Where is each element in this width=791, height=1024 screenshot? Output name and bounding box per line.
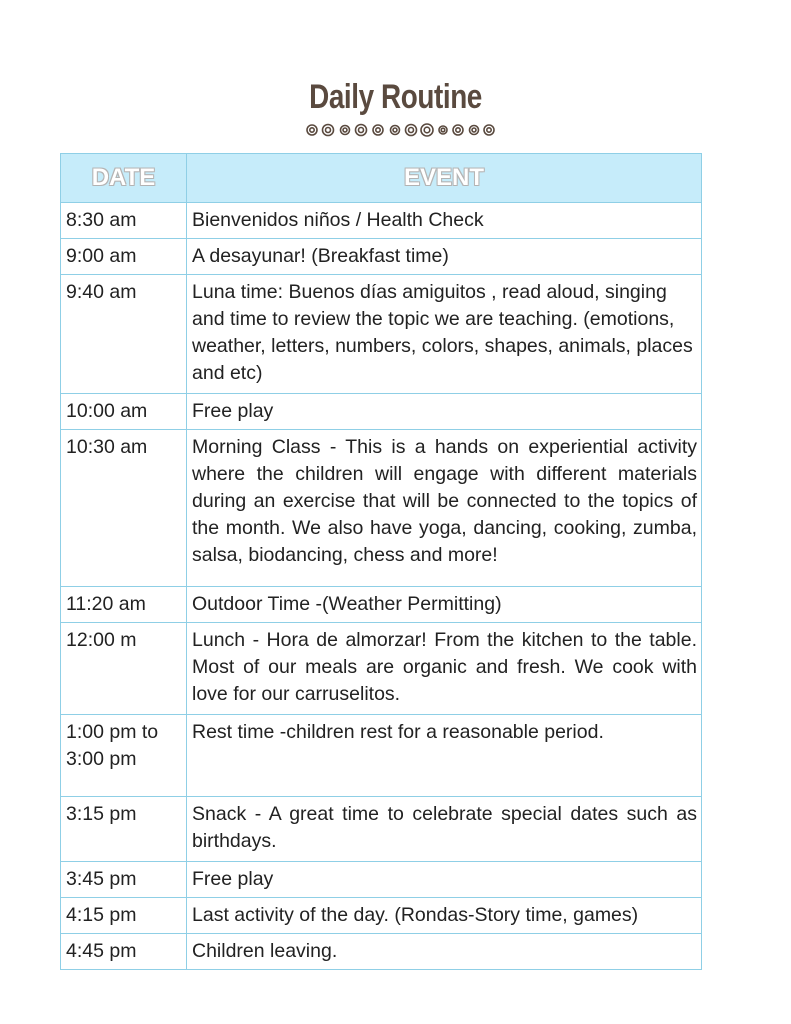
time-cell: 10:00 am bbox=[61, 394, 187, 430]
date-column-header: DATE bbox=[61, 154, 187, 203]
event-cell: A desayunar! (Breakfast time) bbox=[187, 239, 702, 275]
table-row bbox=[61, 862, 702, 898]
table-row bbox=[61, 430, 702, 587]
table-row bbox=[61, 239, 702, 275]
event-cell: Last activity of the day. (Rondas-Story time, games) bbox=[187, 898, 702, 934]
time-cell: 4:15 pm bbox=[61, 898, 187, 934]
event-cell: Luna time: Buenos días amiguitos , read aloud, singing and time to review the topic we are teaching. (emotions, weather, letters, numbers, colors, shapes, animals, places and etc) bbox=[187, 275, 702, 394]
table-row bbox=[61, 203, 702, 239]
table-row bbox=[61, 715, 702, 797]
event-cell: Free play bbox=[187, 862, 702, 898]
time-cell: 3:45 pm bbox=[61, 862, 187, 898]
time-cell: 1:00 pm to 3:00 pm bbox=[61, 715, 187, 797]
table-row bbox=[61, 797, 702, 862]
time-cell: 10:30 am bbox=[61, 430, 187, 587]
event-cell: Free play bbox=[187, 394, 702, 430]
event-cell: Snack - A great time to celebrate special dates such as birthdays. bbox=[187, 797, 702, 862]
event-cell: Bienvenidos niños / Health Check bbox=[187, 203, 702, 239]
time-cell: 8:30 am bbox=[61, 203, 187, 239]
time-cell: 9:00 am bbox=[61, 239, 187, 275]
table-header-row bbox=[61, 154, 702, 203]
table-row bbox=[61, 275, 702, 394]
table-row bbox=[61, 587, 702, 623]
event-cell: Children leaving. bbox=[187, 934, 702, 970]
swirl-ornament-icon bbox=[300, 122, 500, 138]
table-row bbox=[61, 934, 702, 970]
event-cell: Morning Class - This is a hands on experiential activity where the children will engage with different materials during an exercise that will be connected to the topics of the month. We also have yoga, dancing, cooking, zumba, salsa, biodancing, chess and more! bbox=[187, 430, 702, 587]
table-row bbox=[61, 623, 702, 715]
time-cell: 9:40 am bbox=[61, 275, 187, 394]
time-cell: 3:15 pm bbox=[61, 797, 187, 862]
event-cell: Rest time -children rest for a reasonable period. bbox=[187, 715, 702, 797]
event-cell: Outdoor Time -(Weather Permitting) bbox=[187, 587, 702, 623]
event-cell: Lunch - Hora de almorzar! From the kitchen to the table. Most of our meals are organic and fresh. We cook with love for our carruselitos. bbox=[187, 623, 702, 715]
table-row bbox=[61, 898, 702, 934]
time-cell: 12:00 m bbox=[61, 623, 187, 715]
page-title: Daily Routine bbox=[309, 78, 482, 116]
table-row bbox=[61, 394, 702, 430]
time-cell: 11:20 am bbox=[61, 587, 187, 623]
time-cell: 4:45 pm bbox=[61, 934, 187, 970]
event-column-header: EVENT bbox=[187, 154, 702, 203]
daily-routine-table bbox=[60, 153, 702, 970]
